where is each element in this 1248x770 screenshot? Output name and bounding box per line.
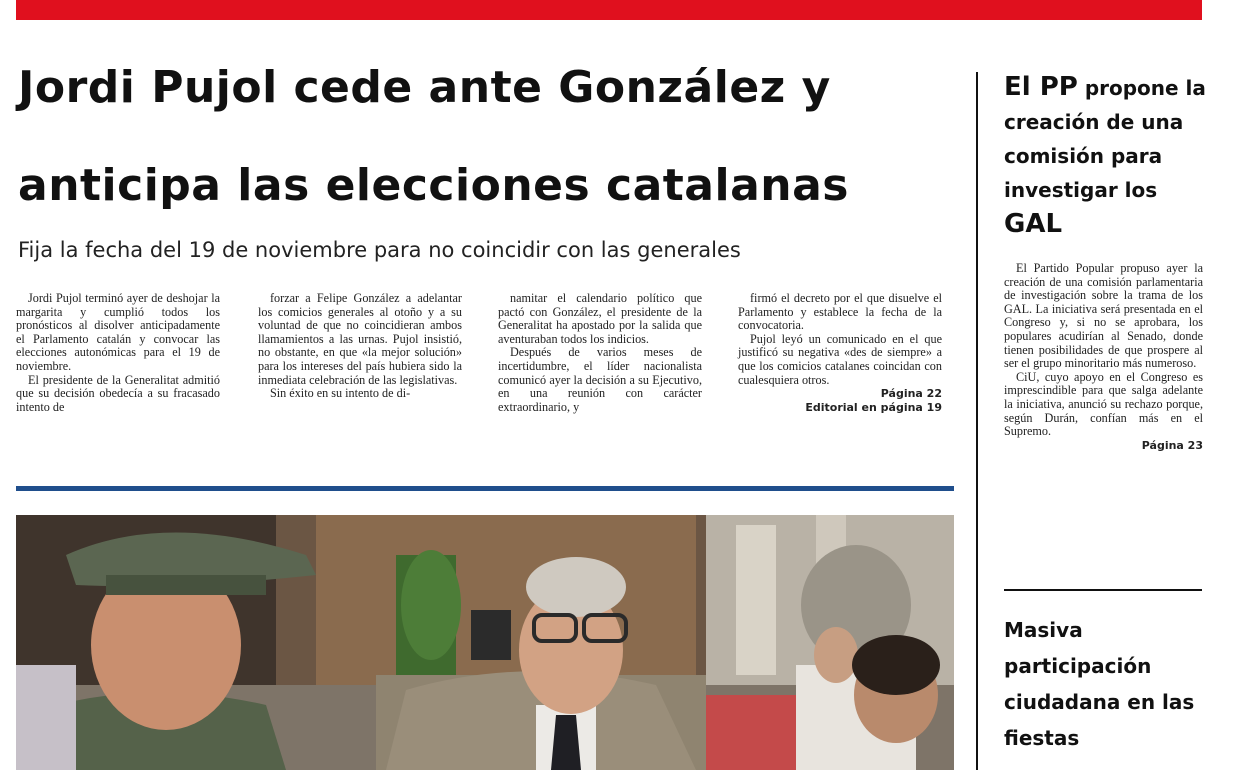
sidebar-title-rest: propone la creación de una comisión para investigar los [1004,76,1206,202]
article-column-2 [258,292,462,401]
subheadline: Fija la fecha del 19 de noviembre para no coincidir con las generales [18,238,741,262]
news-photo [16,515,954,770]
section-divider [16,486,954,491]
article-paragraph: Jordi Pujol terminó ayer de deshojar la margarita y cumplió todos los pronósticos al disolver anticipadamente el Parlamento catalán y convocar las elecciones autonómicas para el 19 de noviembre. [16,291,220,373]
sidebar-title-end: GAL [1004,209,1063,239]
page-reference: Página 22 [880,387,942,401]
article-paragraph: Después de varios meses de incertidumbre, el líder nacionalista comunicó ayer la decisión a su Ejecutivo, en una reunión con carácter extraordinario, y [498,345,702,414]
article-paragraph: namitar el calendario político que pactó con González, el presidente de la Generalitat ha apostado por la salida que aventuraban todos los indicios. [498,291,702,346]
main-headline-line2: anticipa las elecciones catalanas [18,160,849,211]
article-column-3 [498,292,702,414]
column-separator [976,72,978,770]
sidebar-title-lead: El PP [1004,72,1078,102]
article-paragraph: forzar a Felipe González a adelantar los comicios generales al otoño y a su voluntad de que no coincidieran ambos llamamientos a las urnas. Pujol insistió, no obstante, en que «la mejor solución» para los intereses del país hubiera sido la inmediata celebración de las legislativas. [258,291,462,387]
sidebar-story2-title: Masiva participación ciudadana en las fiestas [1004,618,1195,750]
article-column-4 [738,292,942,414]
sidebar-story-title [1004,70,1214,242]
article-paragraph: Sin éxito en su intento de di- [270,386,411,401]
sidebar-divider [1004,589,1202,591]
main-headline-line1: Jordi Pujol cede ante González y [18,62,831,113]
sidebar-paragraph: CiU, cuyo apoyo en el Congreso es imprescindible para que salga adelante la iniciativa, anunció su rechazo porque, según Durán, confían más en el Supremo. [1004,369,1203,439]
article-column-1 [16,292,220,414]
sidebar-page-reference: Página 23 [1141,438,1203,452]
sidebar-paragraph: El Partido Popular propuso ayer la creación de una comisión parlamentaria de investigación sobre la trama de los GAL. La iniciativa será presentada en el Congreso y, si no se aprobara, los populares acudirían al Senado, donde tienen posibilidades de que prospere al ser el grupo minoritario más numeroso. [1004,261,1203,371]
editorial-reference: Editorial en página 19 [805,400,942,414]
article-paragraph: El presidente de la Generalitat admitió que su decisión obedecía a su fracasado intento de [16,372,220,414]
article-paragraph: Pujol leyó un comunicado en el que justificó su negativa «des de siempre» a que los comicios catalanes coincidan con cualesquiera otros. [738,331,942,387]
sidebar-story-body [1004,262,1203,452]
article-paragraph: firmó el decreto por el que disuelve el Parlamento y establece la fecha de la convocatoria. [738,291,942,333]
top-red-bar [16,0,1202,20]
